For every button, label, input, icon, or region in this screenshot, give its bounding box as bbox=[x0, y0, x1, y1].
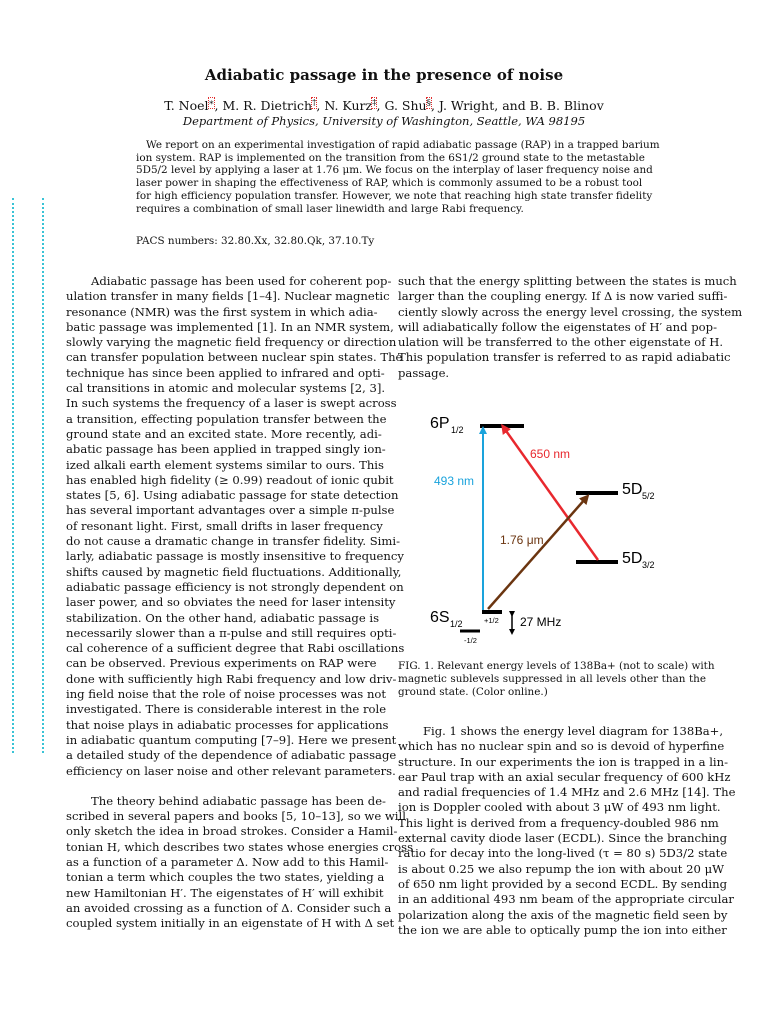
text-line: scribed in several papers and books [5, 10–13], so we will bbox=[66, 809, 406, 824]
text-line: Adiabatic passage has been used for coherent pop- bbox=[91, 274, 392, 288]
label-5d32-sub: 3/2 bbox=[642, 560, 655, 570]
text-line: tonian a term which couples the two states, yielding a bbox=[66, 870, 385, 885]
text-line: ratio for decay into the long-lived (τ = 80 s) 5D3/2 state bbox=[398, 846, 728, 861]
text-line: ized alkali earth element systems similar to ours. This bbox=[66, 457, 384, 472]
text-line: cal transitions in atomic and molecular systems [2, 3]. bbox=[66, 381, 386, 396]
caption-line: magnetic sublevels suppressed in all levels other than the bbox=[398, 672, 706, 685]
text-line: Fig. 1 shows the energy level diagram for 138Ba+, bbox=[423, 724, 724, 738]
text-line: adiabatic passage efficiency is not strongly dependent on bbox=[66, 579, 404, 594]
text-line: which has no nuclear spin and so is devoid of hyperfine bbox=[398, 739, 725, 754]
text-line: an avoided crossing as a function of Δ. Consider such a bbox=[66, 900, 392, 915]
text-line: can be observed. Previous experiments on RAP were bbox=[66, 656, 377, 671]
text-line: stabilization. On the other hand, adiabatic passage is bbox=[66, 610, 380, 625]
author-footnote-mark[interactable]: ‡ bbox=[372, 97, 377, 108]
label-5d52: 5D bbox=[622, 481, 643, 498]
text-line: states [5, 6]. Using adiabatic passage for state detection bbox=[66, 488, 399, 503]
text-line: as a function of a parameter Δ. Now add to this Hamil- bbox=[66, 854, 389, 869]
abstract-line: laser power in shaping the effectiveness of RAP, which is commonly assumed to be a robust tool bbox=[136, 177, 643, 190]
caption-line: FIG. 1. Relevant energy levels of 138Ba+ (not to scale) with bbox=[398, 660, 715, 672]
label-6p-sub: 1/2 bbox=[451, 425, 464, 435]
text-line: structure. In our experiments the ion is trapped in a lin- bbox=[398, 754, 729, 769]
text-line: ear Paul trap with an axial secular frequency of 600 kHz bbox=[398, 769, 731, 784]
figure-caption bbox=[398, 660, 715, 698]
abstract-line: ion system. RAP is implemented on the transition from the 6S1/2 ground state to the metastable bbox=[136, 151, 645, 164]
abstract bbox=[136, 139, 660, 215]
caption-line: ground state. (Color online.) bbox=[398, 685, 548, 698]
label-sub-plus: +1/2 bbox=[484, 616, 499, 625]
affiliation: Department of Physics, University of Washington, Seattle, WA 98195 bbox=[182, 114, 586, 128]
text-line: larly, adiabatic passage is mostly insensitive to frequency bbox=[66, 549, 404, 564]
label-5d52-sub: 5/2 bbox=[642, 491, 655, 501]
text-line: larger than the coupling energy. If Δ is now varied suffi- bbox=[398, 289, 728, 304]
text-line: in adiabatic quantum computing [7–9]. Here we present bbox=[66, 732, 397, 747]
left-column bbox=[66, 274, 414, 931]
author-footnote-mark[interactable]: § bbox=[426, 97, 431, 108]
author-footnote-mark[interactable]: † bbox=[312, 97, 317, 108]
text-line: investigated. There is considerable interest in the role bbox=[66, 702, 387, 717]
text-line: coupled system initially in an eigenstate of H with Δ set bbox=[66, 916, 395, 931]
label-5d32: 5D bbox=[622, 550, 643, 567]
author-name: J. Wright, and B. B. Blinov bbox=[438, 98, 604, 113]
text-line: and radial frequencies of 1.4 MHz and 2.6 MHz [14]. The bbox=[398, 785, 736, 800]
text-line: ing field noise that the role of noise processes was not bbox=[66, 687, 387, 702]
label-650nm: 650 nm bbox=[530, 447, 571, 461]
text-line: has enabled high fidelity (≥ 0.99) readout of ionic qubit bbox=[66, 472, 394, 487]
text-line: of 650 nm light provided by a second ECDL. By sending bbox=[398, 876, 728, 891]
right-column-top bbox=[398, 274, 743, 381]
text-line: passage. bbox=[398, 365, 450, 380]
label-176um: 1.76 μm bbox=[500, 533, 544, 547]
text-line: of resonant light. First, small drifts in laser frequency bbox=[66, 518, 383, 533]
paper-title: Adiabatic passage in the presence of noise bbox=[204, 66, 564, 84]
paragraph bbox=[66, 793, 414, 932]
text-line: efficiency on laser noise and other relevant parameters. bbox=[66, 763, 396, 778]
text-line: do not cause a dramatic change in transfer fidelity. Simi- bbox=[66, 534, 400, 549]
label-493nm: 493 nm bbox=[434, 474, 475, 488]
text-line: In such systems the frequency of a laser is swept across bbox=[66, 396, 397, 411]
text-line: ground state and an excited state. More recently, adi- bbox=[66, 426, 382, 441]
text-line: This population transfer is referred to as rapid adiabatic bbox=[398, 350, 731, 365]
author-name: N. Kurz bbox=[324, 98, 373, 113]
text-line: polarization along the axis of the magnetic field seen by bbox=[398, 907, 728, 922]
text-line: external cavity diode laser (ECDL). Since the branching bbox=[398, 831, 728, 846]
text-line: ulation will be transferred to the other eigenstate of H. bbox=[398, 335, 724, 350]
transition-176um bbox=[488, 498, 586, 609]
text-line: has several important advantages over a simple π-pulse bbox=[66, 503, 395, 518]
text-line: laser power, and so obviates the need for laser intensity bbox=[66, 595, 396, 610]
author-name: T. Noel bbox=[164, 98, 209, 113]
text-line: abatic passage has been applied in trapped singly ion- bbox=[66, 442, 386, 457]
label-6s: 6S bbox=[430, 609, 450, 626]
text-line: that noise plays in adiabatic processes for applications bbox=[66, 717, 389, 732]
arxiv-stamp-link[interactable] bbox=[12, 198, 44, 753]
abstract-line: requires a combination of small laser linewidth and large Rabi frequency. bbox=[136, 202, 524, 215]
text-line: slowly varying the magnetic field frequency or direction bbox=[66, 335, 397, 350]
paragraph bbox=[66, 274, 405, 779]
label-27mhz: 27 MHz bbox=[520, 615, 562, 629]
text-line: necessarily slower than a π-pulse and still requires opti- bbox=[66, 625, 397, 640]
text-line: This light is derived from a frequency-doubled 986 nm bbox=[398, 815, 719, 830]
text-line: ciently slowly across the energy level crossing, the system bbox=[398, 304, 743, 319]
text-line: shifts caused by magnetic field fluctuations. Additionally, bbox=[66, 564, 402, 579]
text-line: done with sufficiently high Rabi frequency and low driv- bbox=[66, 671, 397, 686]
author-footnote-mark[interactable]: ∗ bbox=[208, 97, 215, 108]
text-line: can transfer population between nuclear spin states. The bbox=[66, 350, 403, 365]
text-line: ulation transfer in many fields [1–4]. Nuclear magnetic bbox=[66, 289, 390, 304]
label-6p: 6P bbox=[430, 415, 450, 432]
text-line: new Hamiltonian H′. The eigenstates of H′ will exhibit bbox=[66, 885, 384, 900]
text-line: batic passage was implemented [1]. In an NMR system, bbox=[66, 319, 394, 334]
text-line: resonance (NMR) was the first system in which adia- bbox=[66, 304, 378, 319]
text-line: will adiabatically follow the eigenstates of H′ and pop- bbox=[398, 319, 717, 334]
label-sub-minus: -1/2 bbox=[464, 636, 477, 645]
energy-level-diagram bbox=[404, 400, 704, 650]
author-name: G. Shu bbox=[384, 98, 427, 113]
text-line: the ion we are able to optically pump the ion into either bbox=[398, 922, 727, 937]
text-line: technique has since been applied to infrared and opti- bbox=[66, 365, 385, 380]
text-line: The theory behind adiabatic passage has been de- bbox=[91, 793, 386, 808]
author-name: M. R. Dietrich bbox=[222, 98, 313, 113]
text-line: tonian H, which describes two states whose energies cross bbox=[66, 839, 414, 854]
text-line: only sketch the idea in broad strokes. Consider a Hamil- bbox=[66, 824, 398, 839]
text-line: in an additional 493 nm beam of the appropriate circular bbox=[398, 892, 734, 907]
abstract-line: 5D5/2 level by applying a laser at 1.76 μm. We focus on the interplay of laser frequency noise and bbox=[136, 164, 653, 177]
abstract-line: for high efficiency population transfer. However, we note that reaching high state transfer fidelity bbox=[136, 189, 653, 202]
text-line: cal coherence of a sufficient degree that Rabi oscillations bbox=[66, 641, 405, 656]
text-line: a detailed study of the dependence of adiabatic passage bbox=[66, 748, 397, 763]
text-line: is about 0.25 we also repump the ion with about 20 μW bbox=[398, 861, 725, 876]
right-column-bottom bbox=[398, 724, 736, 938]
text-line: a transition, effecting population transfer between the bbox=[66, 411, 387, 426]
text-line: such that the energy splitting between the states is much bbox=[398, 274, 737, 288]
pacs-numbers: PACS numbers: 32.80.Xx, 32.80.Qk, 37.10.Ty bbox=[136, 235, 375, 247]
label-6s-sub: 1/2 bbox=[450, 619, 463, 629]
text-line: ion is Doppler cooled with about 3 μW of 493 nm light. bbox=[398, 800, 721, 815]
author-list: T. Noel∗, M. R. Dietrich†, N. Kurz‡, G. Shu§, J. Wright, and B. B. Blinov bbox=[164, 97, 604, 113]
abstract-line: We report on an experimental investigation of rapid adiabatic passage (RAP) in a trapped barium bbox=[146, 139, 660, 151]
